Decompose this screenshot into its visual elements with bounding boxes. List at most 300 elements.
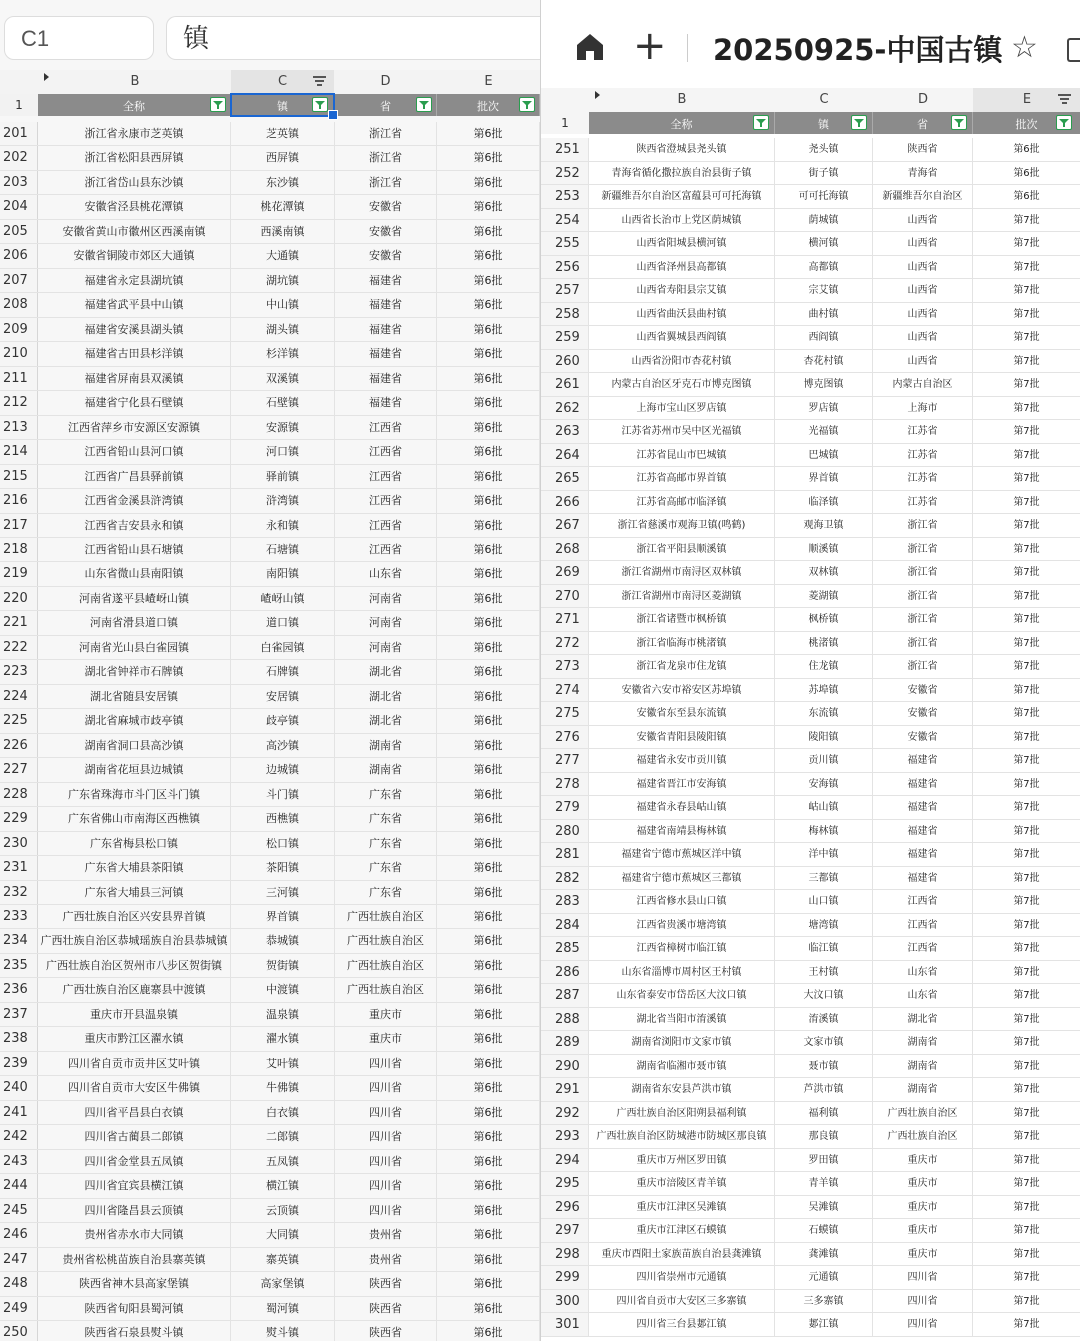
province-cell[interactable]: 上海市 <box>873 397 973 420</box>
batch-cell[interactable]: 第6批 <box>437 562 540 585</box>
town-cell[interactable]: 文家市镇 <box>775 1031 873 1054</box>
full-name-cell[interactable]: 江苏省高邮市界首镇 <box>589 467 775 490</box>
full-name-cell[interactable]: 贵州省松桃苗族自治县寨英镇 <box>38 1248 231 1271</box>
full-name-cell[interactable]: 山西省泽州县高都镇 <box>589 256 775 279</box>
town-cell[interactable]: 石牌镇 <box>231 660 335 683</box>
filter-icon[interactable] <box>519 97 535 112</box>
full-name-cell[interactable]: 湖北省钟祥市石牌镇 <box>38 660 231 683</box>
province-cell[interactable]: 江西省 <box>873 914 973 937</box>
batch-cell[interactable]: 第7批 <box>973 420 1080 443</box>
batch-cell[interactable]: 第7批 <box>973 1125 1080 1148</box>
town-cell[interactable]: 五凤镇 <box>231 1150 335 1173</box>
batch-cell[interactable]: 第7批 <box>973 773 1080 796</box>
province-cell[interactable]: 湖南省 <box>873 1078 973 1101</box>
town-cell[interactable]: 临泽镇 <box>775 491 873 514</box>
batch-cell[interactable]: 第6批 <box>437 1223 540 1246</box>
town-cell[interactable]: 龚滩镇 <box>775 1243 873 1266</box>
full-name-cell[interactable]: 重庆市开县温泉镇 <box>38 1003 231 1026</box>
batch-cell[interactable]: 第7批 <box>973 209 1080 232</box>
province-cell[interactable]: 福建省 <box>335 293 437 316</box>
column-header-d[interactable]: D <box>917 92 928 107</box>
full-name-cell[interactable]: 四川省金堂县五凤镇 <box>38 1150 231 1173</box>
full-name-cell[interactable]: 陕西省澄城县尧头镇 <box>589 138 775 161</box>
batch-cell[interactable]: 第7批 <box>973 467 1080 490</box>
full-name-cell[interactable]: 浙江省龙泉市住龙镇 <box>589 655 775 678</box>
add-icon[interactable]: + <box>633 23 667 69</box>
full-name-cell[interactable]: 四川省自贡市大安区三多寨镇 <box>589 1290 775 1313</box>
town-cell[interactable]: 云顶镇 <box>231 1199 335 1222</box>
province-cell[interactable]: 福建省 <box>873 867 973 890</box>
town-cell[interactable]: 枫桥镇 <box>775 608 873 631</box>
province-cell[interactable]: 浙江省 <box>335 171 437 194</box>
province-cell[interactable]: 广东省 <box>335 856 437 879</box>
full-name-cell[interactable]: 上海市宝山区罗店镇 <box>589 397 775 420</box>
batch-cell[interactable]: 第7批 <box>973 1266 1080 1289</box>
town-cell[interactable]: 山口镇 <box>775 890 873 913</box>
full-name-cell[interactable]: 安徽省六安市裕安区苏埠镇 <box>589 679 775 702</box>
batch-cell[interactable]: 第6批 <box>437 220 540 243</box>
batch-cell[interactable]: 第7批 <box>973 561 1080 584</box>
batch-cell[interactable]: 第6批 <box>437 538 540 561</box>
town-cell[interactable]: 二郎镇 <box>231 1125 335 1148</box>
batch-cell[interactable]: 第6批 <box>437 1101 540 1124</box>
full-name-cell[interactable]: 山西省寿阳县宗艾镇 <box>589 279 775 302</box>
province-cell[interactable]: 陕西省 <box>873 138 973 161</box>
town-cell[interactable]: 界首镇 <box>775 467 873 490</box>
province-cell[interactable]: 广西壮族自治区 <box>873 1102 973 1125</box>
town-cell[interactable]: 岵山镇 <box>775 796 873 819</box>
province-cell[interactable]: 福建省 <box>873 796 973 819</box>
town-cell[interactable]: 三都镇 <box>775 867 873 890</box>
town-cell[interactable]: 永和镇 <box>231 514 335 537</box>
full-name-cell[interactable]: 贵州省赤水市大同镇 <box>38 1223 231 1246</box>
batch-cell[interactable]: 第6批 <box>437 832 540 855</box>
full-name-cell[interactable]: 安徽省泾县桃花潭镇 <box>38 195 231 218</box>
province-cell[interactable]: 四川省 <box>335 1076 437 1099</box>
batch-cell[interactable]: 第7批 <box>973 890 1080 913</box>
town-cell[interactable]: 河口镇 <box>231 440 335 463</box>
batch-cell[interactable]: 第6批 <box>437 660 540 683</box>
full-name-cell[interactable]: 广西壮族自治区贺州市八步区贺街镇 <box>38 954 231 977</box>
town-cell[interactable]: 荫城镇 <box>775 209 873 232</box>
batch-cell[interactable]: 第7批 <box>973 1172 1080 1195</box>
batch-cell[interactable]: 第6批 <box>437 318 540 341</box>
batch-cell[interactable]: 第7批 <box>973 961 1080 984</box>
province-cell[interactable]: 四川省 <box>335 1125 437 1148</box>
town-cell[interactable]: 大通镇 <box>231 244 335 267</box>
province-cell[interactable]: 陕西省 <box>335 1297 437 1320</box>
batch-cell[interactable]: 第7批 <box>973 632 1080 655</box>
fill-handle[interactable] <box>328 110 338 120</box>
batch-cell[interactable]: 第6批 <box>437 1076 540 1099</box>
province-cell[interactable]: 湖北省 <box>335 685 437 708</box>
batch-cell[interactable]: 第7批 <box>973 1219 1080 1242</box>
batch-cell[interactable]: 第7批 <box>973 232 1080 255</box>
town-cell[interactable]: 西屏镇 <box>231 146 335 169</box>
batch-cell[interactable]: 第7批 <box>973 326 1080 349</box>
full-name-cell[interactable]: 四川省自贡市大安区牛佛镇 <box>38 1076 231 1099</box>
full-name-cell[interactable]: 湖南省临湘市聂市镇 <box>589 1055 775 1078</box>
home-icon[interactable] <box>575 32 605 62</box>
province-cell[interactable]: 山西省 <box>873 350 973 373</box>
full-name-cell[interactable]: 浙江省临海市桃渚镇 <box>589 632 775 655</box>
filter-icon[interactable] <box>851 115 867 130</box>
province-cell[interactable]: 江苏省 <box>873 467 973 490</box>
province-cell[interactable]: 新疆维吾尔自治区 <box>873 185 973 208</box>
province-cell[interactable]: 安徽省 <box>335 220 437 243</box>
batch-cell[interactable]: 第6批 <box>437 195 540 218</box>
province-cell[interactable]: 四川省 <box>335 1150 437 1173</box>
full-name-cell[interactable]: 山东省淄博市周村区王村镇 <box>589 961 775 984</box>
batch-cell[interactable]: 第7批 <box>973 1290 1080 1313</box>
province-cell[interactable]: 江苏省 <box>873 444 973 467</box>
town-cell[interactable]: 歧亭镇 <box>231 709 335 732</box>
full-name-cell[interactable]: 青海省循化撒拉族自治县街子镇 <box>589 162 775 185</box>
batch-cell[interactable]: 第6批 <box>437 1052 540 1075</box>
town-cell[interactable]: 南阳镇 <box>231 562 335 585</box>
province-cell[interactable]: 福建省 <box>335 269 437 292</box>
province-cell[interactable]: 内蒙古自治区 <box>873 373 973 396</box>
full-name-cell[interactable]: 江苏省苏州市吴中区光福镇 <box>589 420 775 443</box>
batch-cell[interactable]: 第6批 <box>437 881 540 904</box>
province-cell[interactable]: 河南省 <box>335 611 437 634</box>
province-cell[interactable]: 浙江省 <box>873 632 973 655</box>
full-name-cell[interactable]: 山西省阳城县横河镇 <box>589 232 775 255</box>
town-cell[interactable]: 西溪南镇 <box>231 220 335 243</box>
full-name-cell[interactable]: 湖北省随县安居镇 <box>38 685 231 708</box>
batch-cell[interactable]: 第7批 <box>973 514 1080 537</box>
batch-cell[interactable]: 第7批 <box>973 279 1080 302</box>
town-cell[interactable]: 三河镇 <box>231 881 335 904</box>
province-cell[interactable]: 安徽省 <box>873 726 973 749</box>
province-cell[interactable]: 重庆市 <box>335 1027 437 1050</box>
batch-cell[interactable]: 第7批 <box>973 1031 1080 1054</box>
full-name-cell[interactable]: 福建省南靖县梅林镇 <box>589 820 775 843</box>
full-name-cell[interactable]: 浙江省平阳县顺溪镇 <box>589 538 775 561</box>
full-name-cell[interactable]: 陕西省石泉县熨斗镇 <box>38 1321 231 1341</box>
full-name-cell[interactable]: 湖南省花垣县边城镇 <box>38 758 231 781</box>
batch-cell[interactable]: 第7批 <box>973 1196 1080 1219</box>
batch-cell[interactable]: 第7批 <box>973 867 1080 890</box>
town-cell[interactable]: 横河镇 <box>775 232 873 255</box>
town-cell[interactable]: 熨斗镇 <box>231 1321 335 1341</box>
town-cell[interactable]: 桃花潭镇 <box>231 195 335 218</box>
full-name-cell[interactable]: 江西省贵溪市塘湾镇 <box>589 914 775 937</box>
province-cell[interactable]: 福建省 <box>335 318 437 341</box>
full-name-cell[interactable]: 四川省三台县郪江镇 <box>589 1313 775 1336</box>
batch-cell[interactable]: 第7批 <box>973 350 1080 373</box>
town-cell[interactable]: 博克图镇 <box>775 373 873 396</box>
town-cell[interactable]: 元通镇 <box>775 1266 873 1289</box>
cell-reference-box[interactable]: C1 <box>4 16 154 60</box>
column-header-c[interactable]: C <box>819 92 829 107</box>
town-cell[interactable]: 斗门镇 <box>231 783 335 806</box>
batch-cell[interactable]: 第6批 <box>437 293 540 316</box>
province-cell[interactable]: 浙江省 <box>873 655 973 678</box>
town-cell[interactable]: 安居镇 <box>231 685 335 708</box>
full-name-cell[interactable]: 浙江省岱山县东沙镇 <box>38 171 231 194</box>
province-cell[interactable]: 广东省 <box>335 881 437 904</box>
header-cell-batch[interactable] <box>973 112 1080 134</box>
town-cell[interactable]: 温泉镇 <box>231 1003 335 1026</box>
batch-cell[interactable]: 第7批 <box>973 914 1080 937</box>
town-cell[interactable]: 罗店镇 <box>775 397 873 420</box>
batch-cell[interactable]: 第6批 <box>437 244 540 267</box>
province-cell[interactable]: 江西省 <box>335 465 437 488</box>
province-cell[interactable]: 江西省 <box>335 416 437 439</box>
full-name-cell[interactable]: 福建省晋江市安海镇 <box>589 773 775 796</box>
column-header-b[interactable]: B <box>130 74 140 89</box>
full-name-cell[interactable]: 内蒙古自治区牙克石市博克图镇 <box>589 373 775 396</box>
province-cell[interactable]: 湖南省 <box>335 734 437 757</box>
full-name-cell[interactable]: 河南省遂平县嵖岈山镇 <box>38 587 231 610</box>
province-cell[interactable]: 山东省 <box>873 961 973 984</box>
province-cell[interactable]: 山西省 <box>873 209 973 232</box>
batch-cell[interactable]: 第7批 <box>973 843 1080 866</box>
town-cell[interactable]: 安源镇 <box>231 416 335 439</box>
full-name-cell[interactable]: 重庆市江津区吴滩镇 <box>589 1196 775 1219</box>
town-cell[interactable]: 观海卫镇 <box>775 514 873 537</box>
full-name-cell[interactable]: 福建省武平县中山镇 <box>38 293 231 316</box>
province-cell[interactable]: 福建省 <box>335 367 437 390</box>
batch-cell[interactable]: 第6批 <box>437 758 540 781</box>
header-cell-batch[interactable] <box>437 94 540 116</box>
full-name-cell[interactable]: 江西省吉安县永和镇 <box>38 514 231 537</box>
town-cell[interactable]: 聂市镇 <box>775 1055 873 1078</box>
full-name-cell[interactable]: 安徽省黄山市徽州区西溪南镇 <box>38 220 231 243</box>
full-name-cell[interactable]: 河南省光山县白雀园镇 <box>38 636 231 659</box>
province-cell[interactable]: 四川省 <box>335 1101 437 1124</box>
town-cell[interactable]: 青羊镇 <box>775 1172 873 1195</box>
full-name-cell[interactable]: 浙江省湖州市南浔区双林镇 <box>589 561 775 584</box>
province-cell[interactable]: 湖南省 <box>873 1055 973 1078</box>
town-cell[interactable]: 道口镇 <box>231 611 335 634</box>
town-cell[interactable]: 石壁镇 <box>231 391 335 414</box>
batch-cell[interactable]: 第6批 <box>437 1027 540 1050</box>
filter-icon[interactable] <box>951 115 967 130</box>
town-cell[interactable]: 临江镇 <box>775 937 873 960</box>
sort-icon[interactable] <box>1058 94 1071 104</box>
full-name-cell[interactable]: 陕西省神木县高家堡镇 <box>38 1272 231 1295</box>
batch-cell[interactable]: 第6批 <box>437 1272 540 1295</box>
full-name-cell[interactable]: 重庆市涪陵区青羊镇 <box>589 1172 775 1195</box>
full-name-cell[interactable]: 广西壮族自治区鹿寨县中渡镇 <box>38 978 231 1001</box>
town-cell[interactable]: 尧头镇 <box>775 138 873 161</box>
batch-cell[interactable]: 第6批 <box>437 367 540 390</box>
province-cell[interactable]: 四川省 <box>335 1052 437 1075</box>
full-name-cell[interactable]: 山西省翼城县西阎镇 <box>589 326 775 349</box>
batch-cell[interactable]: 第6批 <box>437 1297 540 1320</box>
full-name-cell[interactable]: 江西省广昌县驿前镇 <box>38 465 231 488</box>
batch-cell[interactable]: 第6批 <box>437 929 540 952</box>
filter-icon[interactable] <box>416 97 432 112</box>
town-cell[interactable]: 浒湾镇 <box>231 489 335 512</box>
town-cell[interactable]: 高家堡镇 <box>231 1272 335 1295</box>
province-cell[interactable]: 广西壮族自治区 <box>873 1125 973 1148</box>
province-cell[interactable]: 福建省 <box>873 820 973 843</box>
filter-icon[interactable] <box>210 97 226 112</box>
town-cell[interactable]: 驿前镇 <box>231 465 335 488</box>
province-cell[interactable]: 广西壮族自治区 <box>335 929 437 952</box>
town-cell[interactable]: 洋中镇 <box>775 843 873 866</box>
batch-cell[interactable]: 第6批 <box>437 146 540 169</box>
full-name-cell[interactable]: 福建省宁德市蕉城区洋中镇 <box>589 843 775 866</box>
batch-cell[interactable]: 第7批 <box>973 1313 1080 1336</box>
batch-cell[interactable]: 第6批 <box>437 611 540 634</box>
town-cell[interactable]: 那良镇 <box>775 1125 873 1148</box>
town-cell[interactable]: 杏花村镇 <box>775 350 873 373</box>
province-cell[interactable]: 陕西省 <box>335 1272 437 1295</box>
province-cell[interactable]: 重庆市 <box>873 1196 973 1219</box>
town-cell[interactable]: 吴滩镇 <box>775 1196 873 1219</box>
full-name-cell[interactable]: 安徽省青阳县陵阳镇 <box>589 726 775 749</box>
full-name-cell[interactable]: 广东省珠海市斗门区斗门镇 <box>38 783 231 806</box>
full-name-cell[interactable]: 江西省萍乡市安源区安源镇 <box>38 416 231 439</box>
batch-cell[interactable]: 第7批 <box>973 679 1080 702</box>
batch-cell[interactable]: 第6批 <box>437 122 540 145</box>
town-cell[interactable]: 贡川镇 <box>775 749 873 772</box>
batch-cell[interactable]: 第7批 <box>973 397 1080 420</box>
full-name-cell[interactable]: 湖南省东安县芦洪市镇 <box>589 1078 775 1101</box>
town-cell[interactable]: 芝英镇 <box>231 122 335 145</box>
full-name-cell[interactable]: 广西壮族自治区阳朔县福利镇 <box>589 1102 775 1125</box>
column-header-e[interactable]: E <box>484 74 493 89</box>
province-cell[interactable]: 青海省 <box>873 162 973 185</box>
batch-cell[interactable]: 第6批 <box>437 342 540 365</box>
province-cell[interactable]: 广西壮族自治区 <box>335 954 437 977</box>
full-name-cell[interactable]: 江西省铅山县河口镇 <box>38 440 231 463</box>
batch-cell[interactable]: 第7批 <box>973 984 1080 1007</box>
full-name-cell[interactable]: 河南省滑县道口镇 <box>38 611 231 634</box>
header-cell-province[interactable] <box>873 112 973 134</box>
town-cell[interactable]: 高沙镇 <box>231 734 335 757</box>
full-name-cell[interactable]: 广东省佛山市南海区西樵镇 <box>38 807 231 830</box>
province-cell[interactable]: 山东省 <box>335 562 437 585</box>
full-name-cell[interactable]: 福建省古田县杉洋镇 <box>38 342 231 365</box>
full-name-cell[interactable]: 江西省樟树市临江镇 <box>589 937 775 960</box>
batch-cell[interactable]: 第6批 <box>437 807 540 830</box>
province-cell[interactable]: 湖南省 <box>873 1031 973 1054</box>
province-cell[interactable]: 重庆市 <box>335 1003 437 1026</box>
province-cell[interactable]: 四川省 <box>873 1290 973 1313</box>
batch-cell[interactable]: 第7批 <box>973 303 1080 326</box>
town-cell[interactable]: 石塘镇 <box>231 538 335 561</box>
batch-cell[interactable]: 第6批 <box>437 954 540 977</box>
folder-icon[interactable] <box>1067 38 1080 62</box>
province-cell[interactable]: 福建省 <box>873 843 973 866</box>
batch-cell[interactable]: 第7批 <box>973 491 1080 514</box>
town-cell[interactable]: 曲村镇 <box>775 303 873 326</box>
full-name-cell[interactable]: 江苏省昆山市巴城镇 <box>589 444 775 467</box>
filter-icon[interactable] <box>1056 115 1072 130</box>
batch-cell[interactable]: 第7批 <box>973 585 1080 608</box>
batch-cell[interactable]: 第6批 <box>437 1150 540 1173</box>
province-cell[interactable]: 江西省 <box>335 489 437 512</box>
province-cell[interactable]: 重庆市 <box>873 1219 973 1242</box>
town-cell[interactable]: 中山镇 <box>231 293 335 316</box>
town-cell[interactable]: 白衣镇 <box>231 1101 335 1124</box>
town-cell[interactable]: 湖头镇 <box>231 318 335 341</box>
full-name-cell[interactable]: 广东省梅县松口镇 <box>38 832 231 855</box>
batch-cell[interactable]: 第6批 <box>437 465 540 488</box>
filter-icon[interactable] <box>753 115 769 130</box>
province-cell[interactable]: 江西省 <box>335 538 437 561</box>
province-cell[interactable]: 福建省 <box>873 773 973 796</box>
batch-cell[interactable]: 第7批 <box>973 1055 1080 1078</box>
batch-cell[interactable]: 第7批 <box>973 1149 1080 1172</box>
province-cell[interactable]: 广西壮族自治区 <box>335 978 437 1001</box>
province-cell[interactable]: 安徽省 <box>335 195 437 218</box>
batch-cell[interactable]: 第6批 <box>437 1125 540 1148</box>
full-name-cell[interactable]: 四川省平昌县白衣镇 <box>38 1101 231 1124</box>
column-header-e[interactable] <box>973 88 1080 112</box>
province-cell[interactable]: 浙江省 <box>873 538 973 561</box>
town-cell[interactable]: 光福镇 <box>775 420 873 443</box>
town-cell[interactable]: 塘湾镇 <box>775 914 873 937</box>
town-cell[interactable]: 双林镇 <box>775 561 873 584</box>
full-name-cell[interactable]: 重庆市黔江区濯水镇 <box>38 1027 231 1050</box>
town-cell[interactable]: 西樵镇 <box>231 807 335 830</box>
batch-cell[interactable]: 第7批 <box>973 655 1080 678</box>
batch-cell[interactable]: 第6批 <box>437 1003 540 1026</box>
province-cell[interactable]: 四川省 <box>873 1313 973 1336</box>
full-name-cell[interactable]: 山西省汾阳市杏花村镇 <box>589 350 775 373</box>
town-cell[interactable]: 苏埠镇 <box>775 679 873 702</box>
town-cell[interactable]: 茶阳镇 <box>231 856 335 879</box>
province-cell[interactable]: 江西省 <box>873 890 973 913</box>
town-cell[interactable]: 顺溪镇 <box>775 538 873 561</box>
full-name-cell[interactable]: 广西壮族自治区防城港市防城区那良镇 <box>589 1125 775 1148</box>
batch-cell[interactable]: 第6批 <box>437 489 540 512</box>
full-name-cell[interactable]: 四川省隆昌县云顶镇 <box>38 1199 231 1222</box>
town-cell[interactable]: 住龙镇 <box>775 655 873 678</box>
province-cell[interactable]: 山西省 <box>873 279 973 302</box>
batch-cell[interactable]: 第7批 <box>973 820 1080 843</box>
province-cell[interactable]: 安徽省 <box>873 679 973 702</box>
town-cell[interactable]: 蜀河镇 <box>231 1297 335 1320</box>
full-name-cell[interactable]: 江苏省高邮市临泽镇 <box>589 491 775 514</box>
town-cell[interactable]: 濯水镇 <box>231 1027 335 1050</box>
batch-cell[interactable]: 第6批 <box>437 709 540 732</box>
town-cell[interactable]: 街子镇 <box>775 162 873 185</box>
province-cell[interactable]: 山西省 <box>873 256 973 279</box>
province-cell[interactable]: 浙江省 <box>873 561 973 584</box>
province-cell[interactable]: 浙江省 <box>335 122 437 145</box>
town-cell[interactable]: 郪江镇 <box>775 1313 873 1336</box>
province-cell[interactable]: 福建省 <box>873 749 973 772</box>
full-name-cell[interactable]: 浙江省慈溪市观海卫镇(鸣鹤) <box>589 514 775 537</box>
province-cell[interactable]: 山西省 <box>873 303 973 326</box>
full-name-cell[interactable]: 重庆市酉阳土家族苗族自治县龚滩镇 <box>589 1243 775 1266</box>
full-name-cell[interactable]: 浙江省湖州市南浔区菱湖镇 <box>589 585 775 608</box>
batch-cell[interactable]: 第6批 <box>437 978 540 1001</box>
full-name-cell[interactable]: 浙江省永康市芝英镇 <box>38 122 231 145</box>
full-name-cell[interactable]: 湖北省麻城市歧亭镇 <box>38 709 231 732</box>
full-name-cell[interactable]: 四川省宜宾县横江镇 <box>38 1174 231 1197</box>
document-title[interactable]: 20250925-中国古镇 <box>713 33 1003 67</box>
province-cell[interactable]: 广西壮族自治区 <box>335 905 437 928</box>
full-name-cell[interactable]: 山东省微山县南阳镇 <box>38 562 231 585</box>
full-name-cell[interactable]: 四川省自贡市贡井区艾叶镇 <box>38 1052 231 1075</box>
province-cell[interactable]: 四川省 <box>335 1174 437 1197</box>
town-cell[interactable]: 界首镇 <box>231 905 335 928</box>
batch-cell[interactable]: 第6批 <box>437 269 540 292</box>
full-name-cell[interactable]: 福建省宁德市蕉城区三都镇 <box>589 867 775 890</box>
town-cell[interactable]: 梅林镇 <box>775 820 873 843</box>
batch-cell[interactable]: 第6批 <box>437 905 540 928</box>
town-cell[interactable]: 大汶口镇 <box>775 984 873 1007</box>
town-cell[interactable]: 边城镇 <box>231 758 335 781</box>
